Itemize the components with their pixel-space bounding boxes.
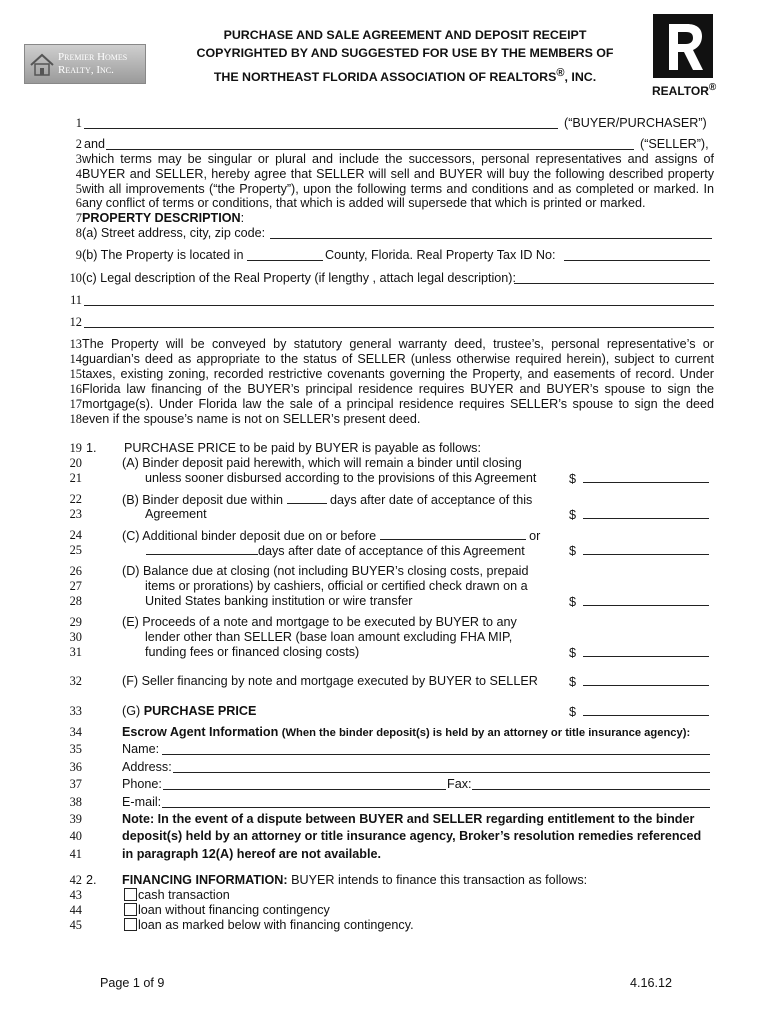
page-number: Page 1 of 9 <box>100 976 165 990</box>
item-a-line2: unless sooner disbursed according to the provisions of this Agreement <box>145 471 537 485</box>
amount-f[interactable] <box>569 674 709 690</box>
line-number: 28 <box>69 594 82 608</box>
line-number: 12 <box>69 315 82 329</box>
paragraph-line: guardian’s deed as appropriate to the status of SELLER (unless otherwise required herein), subject to current <box>82 352 714 366</box>
amount-a[interactable] <box>569 471 709 487</box>
dollar-sign: $ <box>569 646 577 660</box>
note-line1 <box>122 812 694 827</box>
escrow-phone-label: Phone: <box>122 777 162 791</box>
seller-name-field[interactable] <box>106 149 634 150</box>
financing-title: FINANCING INFORMATION: <box>122 873 288 887</box>
line-number: 43 <box>69 888 82 902</box>
line-number: 2 <box>75 137 82 151</box>
paragraph-line: mortgage(s). Under Florida law the sale of a principal residence requires SELLER’s spouse to sign the deed <box>82 397 714 411</box>
item-b-line1 <box>122 492 532 508</box>
line-number: 41 <box>69 847 82 861</box>
line-number: 7 <box>75 211 82 225</box>
additional-binder-days-field[interactable] <box>146 543 258 555</box>
line-number: 33 <box>69 704 82 718</box>
item-b-text: (B) Binder deposit due within <box>122 493 284 507</box>
item-c-line2 <box>146 543 525 559</box>
dollar-sign: $ <box>569 508 577 522</box>
line-number: 40 <box>69 829 82 843</box>
amount-d-field[interactable] <box>583 594 709 606</box>
note-line3 <box>122 847 381 862</box>
street-address-label: (a) Street address, city, zip code: <box>82 226 266 240</box>
loan-contingency-checkbox[interactable] <box>124 918 137 931</box>
line-number: 20 <box>69 456 82 470</box>
line-number: 35 <box>69 742 82 756</box>
line-number: 36 <box>69 760 82 774</box>
financing-heading <box>122 873 587 888</box>
line-number: 10 <box>69 271 82 285</box>
title-line2: COPYRIGHTED BY AND SUGGESTED FOR USE BY THE MEMBERS OF <box>196 46 614 60</box>
item-d-line3: United States banking institution or wire transfer <box>145 594 413 608</box>
paragraph-line: BUYER and SELLER, hereby agree that SELLER will sell and BUYER will buy the following described property <box>82 167 714 181</box>
binder-days-field[interactable] <box>287 492 327 504</box>
county-field[interactable] <box>247 260 323 261</box>
purchase-price-label: PURCHASE PRICE <box>143 704 257 718</box>
legal-description-label: (c) Legal description of the Real Property (if lengthy , attach legal description): <box>82 271 517 285</box>
line-number: 23 <box>69 507 82 521</box>
line-number: 30 <box>69 630 82 644</box>
legal-description-line-11[interactable] <box>84 305 714 306</box>
escrow-heading <box>122 725 690 741</box>
item-f-line: (F) Seller financing by note and mortgage executed by BUYER to SELLER <box>122 674 538 688</box>
note-text: in paragraph 12(A) hereof are not available. <box>122 847 381 861</box>
line-number: 21 <box>69 471 82 485</box>
escrow-name-field[interactable] <box>162 754 710 755</box>
paragraph-line: any conflict of terms or conditions, that which is added will supersede that which is printed or marked. <box>82 196 646 210</box>
line-number: 42 <box>69 873 82 887</box>
line-number: 37 <box>69 777 82 791</box>
amount-c[interactable] <box>569 543 709 559</box>
heading-colon: : <box>240 211 245 225</box>
house-icon <box>29 51 55 77</box>
item-c-line1 <box>122 528 540 544</box>
line-number: 1 <box>75 116 82 130</box>
item-d-line1: (D) Balance due at closing (not including BUYER’s closing costs, prepaid <box>122 564 529 578</box>
legal-description-field[interactable] <box>514 283 714 284</box>
paragraph-line: even if the spouse’s name is not on SELLER’s present deed. <box>82 412 421 426</box>
line-number: 18 <box>69 412 82 426</box>
loan-no-contingency-label: loan without financing contingency <box>138 903 330 917</box>
note-text: Note: In the event of a dispute between BUYER and SELLER regarding entitlement to the binder <box>122 812 695 826</box>
purchase-price-field[interactable] <box>583 704 709 716</box>
line-number: 29 <box>69 615 82 629</box>
amount-d[interactable] <box>569 594 709 610</box>
paragraph-line: with all improvements (“the Property”), upon the following terms and conditions and as completed or marked. In <box>82 182 714 196</box>
paragraph-line: Florida law financing of the BUYER’s principal residence requires BUYER and BUYER’s spouse to sign the <box>82 382 714 396</box>
financing-text: BUYER intends to finance this transaction as follows: <box>291 873 588 887</box>
dollar-sign: $ <box>569 595 577 609</box>
item-c-or: or <box>529 529 541 543</box>
amount-a-field[interactable] <box>583 471 709 483</box>
logo-line2: Realty, Inc. <box>58 64 114 76</box>
escrow-fax-label: Fax: <box>447 777 472 791</box>
paragraph-line: taxes, existing zoning, recorded restrictive covenants governing the Property, and easements of record. Under <box>82 367 714 381</box>
paragraph-line: The Property will be conveyed by statutory general warranty deed, trustee’s, personal representative’s or <box>82 337 714 351</box>
line-number: 31 <box>69 645 82 659</box>
escrow-title: Escrow Agent Information <box>122 725 279 739</box>
line-number: 17 <box>69 397 82 411</box>
heading-text: PROPERTY DESCRIPTION <box>82 211 241 225</box>
title-line3-main: THE NORTHEAST FLORIDA ASSOCIATION OF REALTORS <box>213 70 557 85</box>
line-number: 6 <box>75 196 82 210</box>
line-number: 24 <box>69 528 82 542</box>
registered-mark: ® <box>556 67 565 79</box>
line-number: 32 <box>69 674 82 688</box>
line-number: 4 <box>75 167 82 181</box>
form-version: 4.16.12 <box>630 976 673 990</box>
amount-b-field[interactable] <box>583 507 709 519</box>
item-g-letter: (G) <box>122 704 141 718</box>
and-label: and <box>84 137 106 151</box>
line-number: 11 <box>70 293 82 307</box>
tax-id-label: County, Florida. Real Property Tax ID No: <box>325 248 556 262</box>
cash-checkbox[interactable] <box>124 888 137 901</box>
note-text: deposit(s) held by an attorney or title insurance agency, Broker’s resolution remedies referenced <box>122 829 702 843</box>
dollar-sign: $ <box>569 705 577 719</box>
line-number: 3 <box>75 152 82 166</box>
line-number: 5 <box>75 182 82 196</box>
company-logo <box>24 44 146 84</box>
section-number: 2. <box>86 873 97 887</box>
item-c-text-2: days after date of acceptance of this Agreement <box>258 544 525 558</box>
item-b-line2: Agreement <box>145 507 207 521</box>
purchase-price-heading: PURCHASE PRICE to be paid by BUYER is payable as follows: <box>124 441 481 455</box>
note-line2 <box>122 829 701 844</box>
section-number: 1. <box>86 441 97 455</box>
cash-option[interactable] <box>124 888 230 903</box>
paragraph-line: which terms may be singular or plural and include the successors, personal representatives and assigns of <box>82 152 714 166</box>
line-number: 34 <box>69 725 82 739</box>
line-number: 27 <box>69 579 82 593</box>
loan-no-contingency-option[interactable] <box>124 903 330 918</box>
line-number: 26 <box>69 564 82 578</box>
escrow-email-field[interactable] <box>162 807 710 808</box>
legal-description-line-12[interactable] <box>84 327 714 328</box>
escrow-email-label: E-mail: <box>122 795 162 809</box>
title-line3 <box>165 63 645 87</box>
dollar-sign: $ <box>569 675 577 689</box>
seller-label: (“SELLER”), <box>640 137 709 151</box>
buyer-name-field[interactable] <box>84 128 558 129</box>
line-number: 19 <box>69 441 82 455</box>
title-line3-end: , INC. <box>564 70 597 85</box>
buyer-label: (“BUYER/PURCHASER”) <box>564 116 707 130</box>
logo-line1: Premier Homes <box>58 51 128 63</box>
item-c-text: (C) Additional binder deposit due on or before <box>122 529 377 543</box>
escrow-note: (When the binder deposit(s) is held by an attorney or title insurance agency): <box>281 727 691 739</box>
line-number: 8 <box>75 226 82 240</box>
line-number: 16 <box>69 382 82 396</box>
additional-binder-date-field[interactable] <box>380 528 526 540</box>
line-number: 15 <box>69 367 82 381</box>
amount-g[interactable] <box>569 704 709 720</box>
realtor-text: REALTOR <box>652 84 709 98</box>
tax-id-field[interactable] <box>564 260 710 261</box>
item-d-line2: items or prorations) by cashiers, official or certified check drawn on a <box>145 579 528 593</box>
line-number: 13 <box>69 337 82 351</box>
amount-c-field[interactable] <box>583 543 709 555</box>
line-number: 25 <box>69 543 82 557</box>
item-g-line <box>122 704 256 719</box>
escrow-fax-field[interactable] <box>472 789 710 790</box>
line-number: 38 <box>69 795 82 809</box>
line-number: 44 <box>69 903 82 917</box>
amount-e[interactable] <box>569 645 709 661</box>
loan-no-contingency-checkbox[interactable] <box>124 903 137 916</box>
realtor-logo-icon <box>653 14 713 78</box>
line-number: 22 <box>69 492 82 506</box>
realtor-reg-mark: ® <box>708 82 717 93</box>
realtor-label <box>652 82 716 98</box>
dollar-sign: $ <box>569 544 577 558</box>
item-e-line2: lender other than SELLER (base loan amount excluding FHA MIP, <box>145 630 513 644</box>
escrow-name-label: Name: <box>122 742 160 756</box>
property-description-heading <box>82 211 244 226</box>
amount-e-field[interactable] <box>583 645 709 657</box>
county-label: (b) The Property is located in <box>82 248 244 262</box>
cash-label: cash transaction <box>138 888 230 902</box>
line-number: 14 <box>69 352 82 366</box>
item-e-line1: (E) Proceeds of a note and mortgage to be executed by BUYER to any <box>122 615 517 629</box>
loan-contingency-option[interactable] <box>124 918 414 933</box>
escrow-address-field[interactable] <box>173 772 710 773</box>
escrow-address-label: Address: <box>122 760 172 774</box>
title-line1: PURCHASE AND SALE AGREEMENT AND DEPOSIT RECEIPT <box>223 28 587 42</box>
line-number: 39 <box>69 812 82 826</box>
amount-f-field[interactable] <box>583 674 709 686</box>
amount-b[interactable] <box>569 507 709 523</box>
line-number: 9 <box>75 248 82 262</box>
item-b-text-end: days after date of acceptance of this <box>330 493 533 507</box>
street-address-field[interactable] <box>270 238 712 239</box>
line-number: 45 <box>69 918 82 932</box>
item-e-line3: funding fees or financed closing costs) <box>145 645 360 659</box>
loan-contingency-label: loan as marked below with financing contingency. <box>138 918 414 932</box>
dollar-sign: $ <box>569 472 577 486</box>
item-a-line1: (A) Binder deposit paid herewith, which will remain a binder until closing <box>122 456 522 470</box>
escrow-phone-field[interactable] <box>163 789 446 790</box>
